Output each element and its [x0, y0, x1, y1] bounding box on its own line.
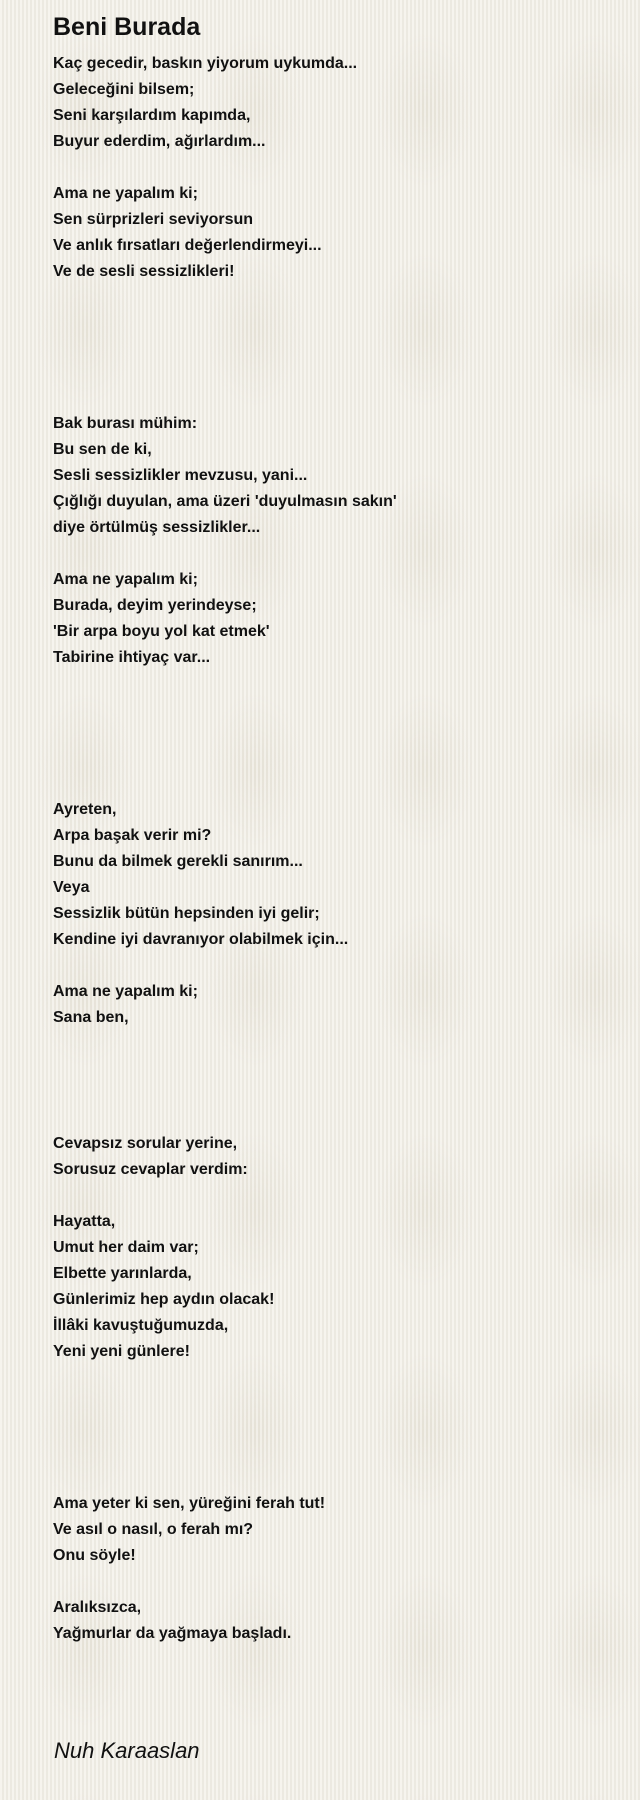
poem-line: Yağmurlar da yağmaya başladı.: [53, 1625, 292, 1642]
stanza-7: [53, 1131, 248, 1183]
stanza-10: [53, 1595, 291, 1647]
poem-line: Ama yeter ki sen, yüreğini ferah tut!: [53, 1495, 326, 1512]
poem-line: Ve de sesli sessizlikleri!: [53, 263, 235, 280]
poem-line: diye örtülmüş sessizlikler...: [53, 519, 261, 536]
poem-line: Ayreten,: [53, 801, 117, 818]
poem-line: 'Bir arpa boyu yol kat etmek': [53, 623, 270, 640]
poem-line: Sesli sessizlikler mevzusu, yani...: [53, 467, 308, 484]
poem-line: Burada, deyim yerindeyse;: [53, 597, 257, 614]
poem-line: Umut her daim var;: [53, 1239, 199, 1256]
poem-line: Tabirine ihtiyaç var...: [53, 649, 211, 666]
poem-line: Onu söyle!: [53, 1547, 136, 1564]
poem-line: Çığlığı duyulan, ama üzeri 'duyulmasın sakın': [53, 493, 397, 510]
stanza-2: [53, 181, 322, 285]
poem-line: Ama ne yapalım ki;: [53, 571, 198, 588]
poem-line: Cevapsız sorular yerine,: [53, 1135, 238, 1152]
poem-line: Bunu da bilmek gerekli sanırım...: [53, 853, 303, 870]
poem-line: Ama ne yapalım ki;: [53, 983, 198, 1000]
poem-line: Sana ben,: [53, 1009, 129, 1026]
stanza-5: [53, 797, 348, 953]
poem-line: Buyur ederdim, ağırlardım...: [53, 133, 266, 150]
poem-author: Nuh Karaaslan: [54, 1738, 200, 1763]
poem-line: Aralıksızca,: [53, 1599, 142, 1616]
poem-line: Yeni yeni günlere!: [53, 1343, 190, 1360]
poem-line: Sessizlik bütün hepsinden iyi gelir;: [53, 905, 320, 922]
poem-line: Hayatta,: [53, 1213, 116, 1230]
stanza-6: [53, 979, 198, 1031]
poem-line: Ve anlık fırsatları değerlendirmeyi...: [53, 237, 322, 254]
stanza-9: [53, 1491, 325, 1569]
poem-line: Günlerimiz hep aydın olacak!: [53, 1291, 275, 1308]
poem-line: Elbette yarınlarda,: [53, 1265, 192, 1282]
poem-line: Bu sen de ki,: [53, 441, 152, 458]
poem-line: Bak burası mühim:: [53, 415, 198, 432]
poem-line: Kaç gecedir, baskın yiyorum uykumda...: [53, 55, 358, 72]
stanza-3: [53, 411, 397, 541]
poem-line: Sorusuz cevaplar verdim:: [53, 1161, 248, 1178]
stanza-4: [53, 567, 270, 671]
poem-title: Beni Burada: [53, 13, 201, 41]
poem-line: Ama ne yapalım ki;: [53, 185, 198, 202]
poem-line: Geleceğini bilsem;: [53, 81, 195, 98]
poem-line: Seni karşılardım kapımda,: [53, 107, 251, 124]
poem-line: İllâki kavuştuğumuzda,: [53, 1317, 229, 1334]
stanza-8: [53, 1209, 274, 1365]
poem-line: Arpa başak verir mi?: [53, 827, 212, 844]
poem-line: Sen sürprizleri seviyorsun: [53, 211, 254, 228]
stanza-1: [53, 51, 357, 155]
poem-line: Ve asıl o nasıl, o ferah mı?: [53, 1521, 254, 1538]
poem-line: Veya: [53, 879, 90, 896]
poem-line: Kendine iyi davranıyor olabilmek için...: [53, 931, 349, 948]
